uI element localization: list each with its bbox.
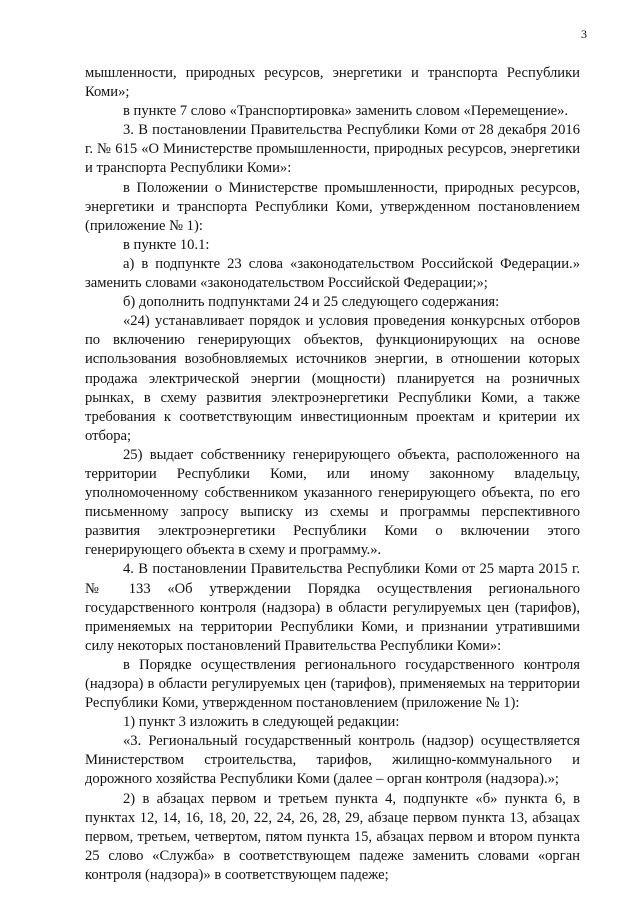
paragraph-control-procedure: в Порядке осуществления регионального государственного контроля (надзора) в области регулируемых цен (тарифов), применяемых на территории Республики Коми, утвержденном постановлением (приложение № 1): (85, 656, 580, 712)
paragraph-regulation-ministry: в Положении о Министерстве промышленности, природных ресурсов, энергетики и транспорта Республики Коми, утвержденном постановлением (приложение № 1): (85, 179, 580, 234)
paragraph-continuation: мышленности, природных ресурсов, энергетики и транспорта Республики Коми»; (85, 65, 580, 101)
paragraph-section-3: 3. В постановлении Правительства Республики Коми от 28 декабря 2016 г. № 615 «О Министерстве промышленности, природных ресурсов, энергетики и транспорта Республики Коми»: (85, 122, 580, 177)
paragraph-change-1: 1) пункт 3 изложить в следующей редакции: (123, 714, 400, 731)
page-number: 3 (581, 27, 587, 41)
paragraph-section-4: 4. В постановлении Правительства Республики Коми от 25 марта 2015 г. № 133 «Об утверждении Порядка осуществления регионального государственного контроля (надзора) в области регулируемых цен (тарифов), применяемых на территории Республики Коми, и признании утратившими силу некоторых постановлений Правительства Республики Коми»: (85, 561, 580, 654)
paragraph-subitem-b: б) дополнить подпунктами 24 и 25 следующего содержания: (123, 294, 500, 311)
paragraph-subitem-24: «24) устанавливает порядок и условия проведения конкурсных отборов по включению генерирующих объектов, функционирующих на основе использования возобновляемых источников энергии, в отношении которых продажа электрической энергии (мощности) планируется на розничных рынках, в схему развития электроэнергетики Республики Коми, а также требования к соответствующим инвестиционным проектам и критерии их отбора; (85, 313, 580, 444)
paragraph-subitem-25: 25) выдает собственнику генерирующего объекта, расположенного на территории Республики Коми, или иному законному владельцу, уполномоченному собственником указанного генерирующего объекта, по его письменному запросу выписку из схемы и программы перспективного развития электроэнергетики Республики Коми о включении этого генерирующего объекта в схему и программу.». (85, 446, 580, 559)
paragraph-change-2: 2) в абзацах первом и третьем пункта 4, подпункте «б» пункта 6, в пунктах 12, 14, 16, 18, 20, 22, 24, 26, 28, 29, абзаце первом пункта 13, абзацах первом, третьем, четвертом, пятом пункта 15, абзацах первом и втором пункта 25 слово «Служба» в соответствующем падеже заменить словами «орган контроля (надзора)» в соответствующем падеже; (85, 790, 580, 883)
document-body (85, 64, 580, 885)
paragraph-subitem-a: а) в подпункте 23 слова «законодательством Российской Федерации.» заменить словами «законодательством Российской Федерации;»; (85, 255, 580, 292)
paragraph-item-10-1: в пункте 10.1: (123, 236, 210, 253)
paragraph-item-7: в пункте 7 слово «Транспортировка» заменить словом «Перемещение». (123, 103, 569, 120)
paragraph-new-item-3: «3. Региональный государственный контроль (надзор) осуществляется Министерством строительства, тарифов, жилищно-коммунального и дорожного хозяйства Республики Коми (далее – орган контроля (надзора).»; (85, 733, 580, 788)
